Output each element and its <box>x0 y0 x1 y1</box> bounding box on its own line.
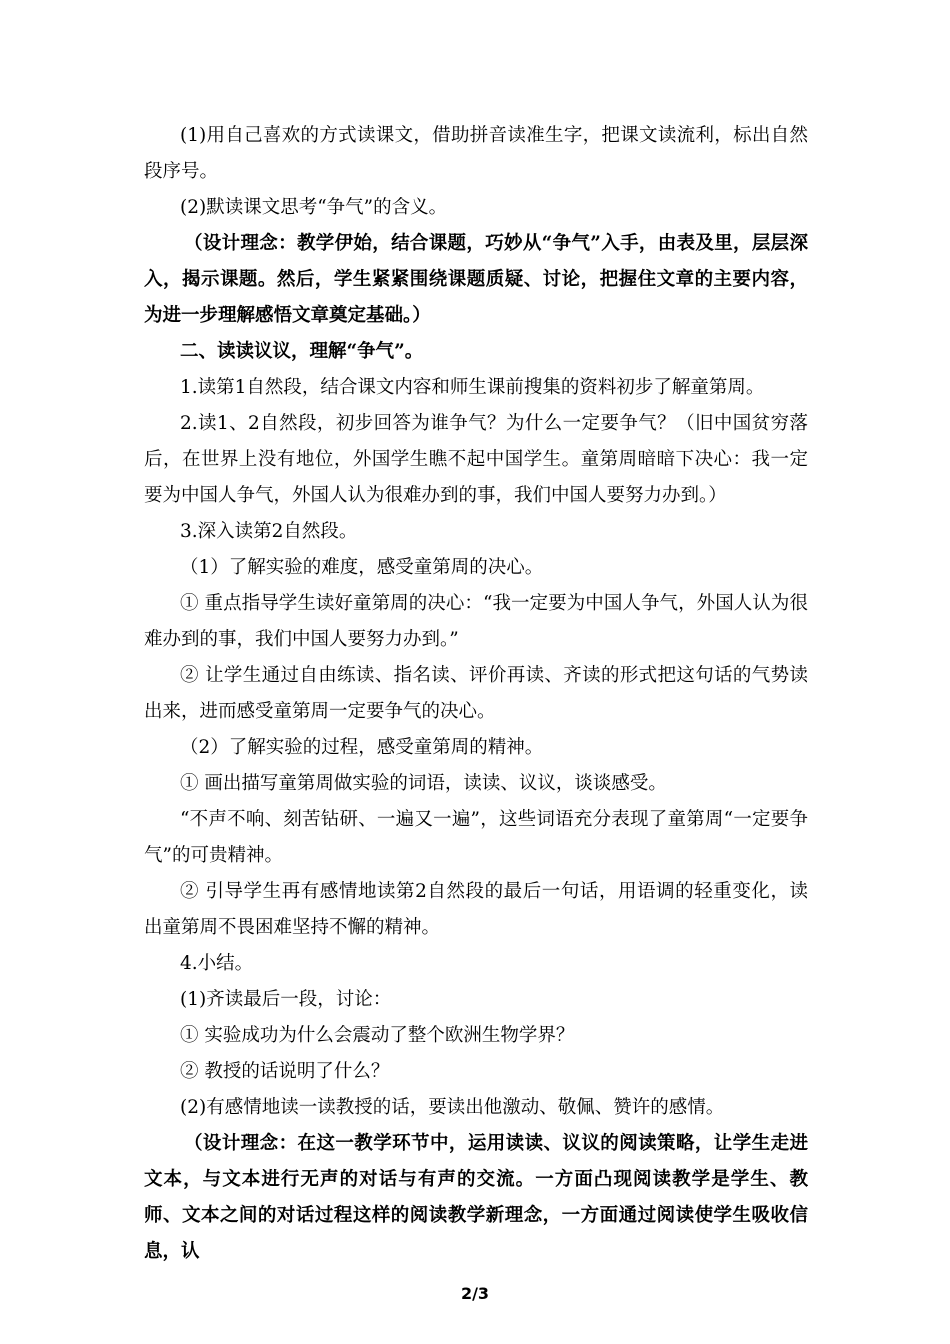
page-number: 2/3 <box>460 1284 490 1303</box>
paragraph-sub-1: （1）了解实验的难度，感受童第周的决心。 <box>180 557 544 578</box>
paragraph-summary-1-point-1: ① 实验成功为什么会震动了整个欧洲生物学界？ <box>180 1025 575 1046</box>
section-heading-2: 二、读读议议，理解“争气”。 <box>180 341 424 362</box>
paragraph-summary-1-point-2: ② 教授的话说明了什么？ <box>180 1061 390 1082</box>
paragraph-item-2: 2.读1、2自然段，初步回答为谁争气？为什么一定要争气？（旧中国贫穷落后，在世界上没有地位，外国学生瞧不起中国学生。童第周暗暗下决心：我一定要为中国人争气，外国人认为很难办到的事，我们中国人要努力办到。） <box>144 413 808 506</box>
paragraph-sub-2-quote: “不声不响、刻苦钻研、一遍又一遍”，这些词语充分表现了童第周“一定要争气”的可贵精神。 <box>144 809 808 866</box>
paragraph-sub-2: （2）了解实验的过程，感受童第周的精神。 <box>180 737 544 758</box>
paragraph-step-2-silent-read: (2)默读课文思考“争气”的含义。 <box>180 197 448 218</box>
paragraph-sub-1-point-2: ② 让学生通过自由练读、指名读、评价再读、齐读的形式把这句话的气势读出来，进而感受童第周一定要争气的决心。 <box>144 665 808 722</box>
paragraph-sub-1-point-1: ① 重点指导学生读好童第周的决心：“我一定要为中国人争气，外国人认为很难办到的事，我们中国人要努力办到。” <box>144 593 808 650</box>
document-body <box>144 118 808 1270</box>
paragraph-sub-2-point-2: ② 引导学生再有感情地读第2自然段的最后一句话，用语调的轻重变化，读出童第周不畏困难坚持不懈的精神。 <box>144 881 808 938</box>
paragraph-item-1: 1.读第1自然段，结合课文内容和师生课前搜集的资料初步了解童第周。 <box>180 377 765 398</box>
paragraph-summary-1: (1)齐读最后一段，讨论： <box>180 989 392 1010</box>
paragraph-item-3: 3.深入读第2自然段。 <box>180 521 358 542</box>
paragraph-item-4: 4.小结。 <box>180 953 254 974</box>
paragraph-step-1-read-aloud: (1)用自己喜欢的方式读课文，借助拼音读准生字，把课文读流利，标出自然段序号。 <box>144 125 808 182</box>
paragraph-summary-2: (2)有感情地读一读教授的话，要读出他激动、敬佩、赞许的感情。 <box>180 1097 725 1118</box>
design-concept-note-1: （设计理念：教学伊始，结合课题，巧妙从“争气”入手，由表及里，层层深入，揭示课题。然后，学生紧紧围绕课题质疑、讨论，把握住文章的主要内容，为进一步理解感悟文章奠定基础。） <box>144 233 808 326</box>
design-concept-note-2: （设计理念：在这一教学环节中，运用读读、议议的阅读策略，让学生走进文本，与文本进行无声的对话与有声的交流。一方面凸现阅读教学是学生、教师、文本之间的对话过程这样的阅读教学新理念，一方面通过阅读使学生吸收信息，认 <box>144 1133 808 1262</box>
paragraph-sub-2-point-1: ① 画出描写童第周做实验的词语，读读、议议，谈谈感受。 <box>180 773 667 794</box>
